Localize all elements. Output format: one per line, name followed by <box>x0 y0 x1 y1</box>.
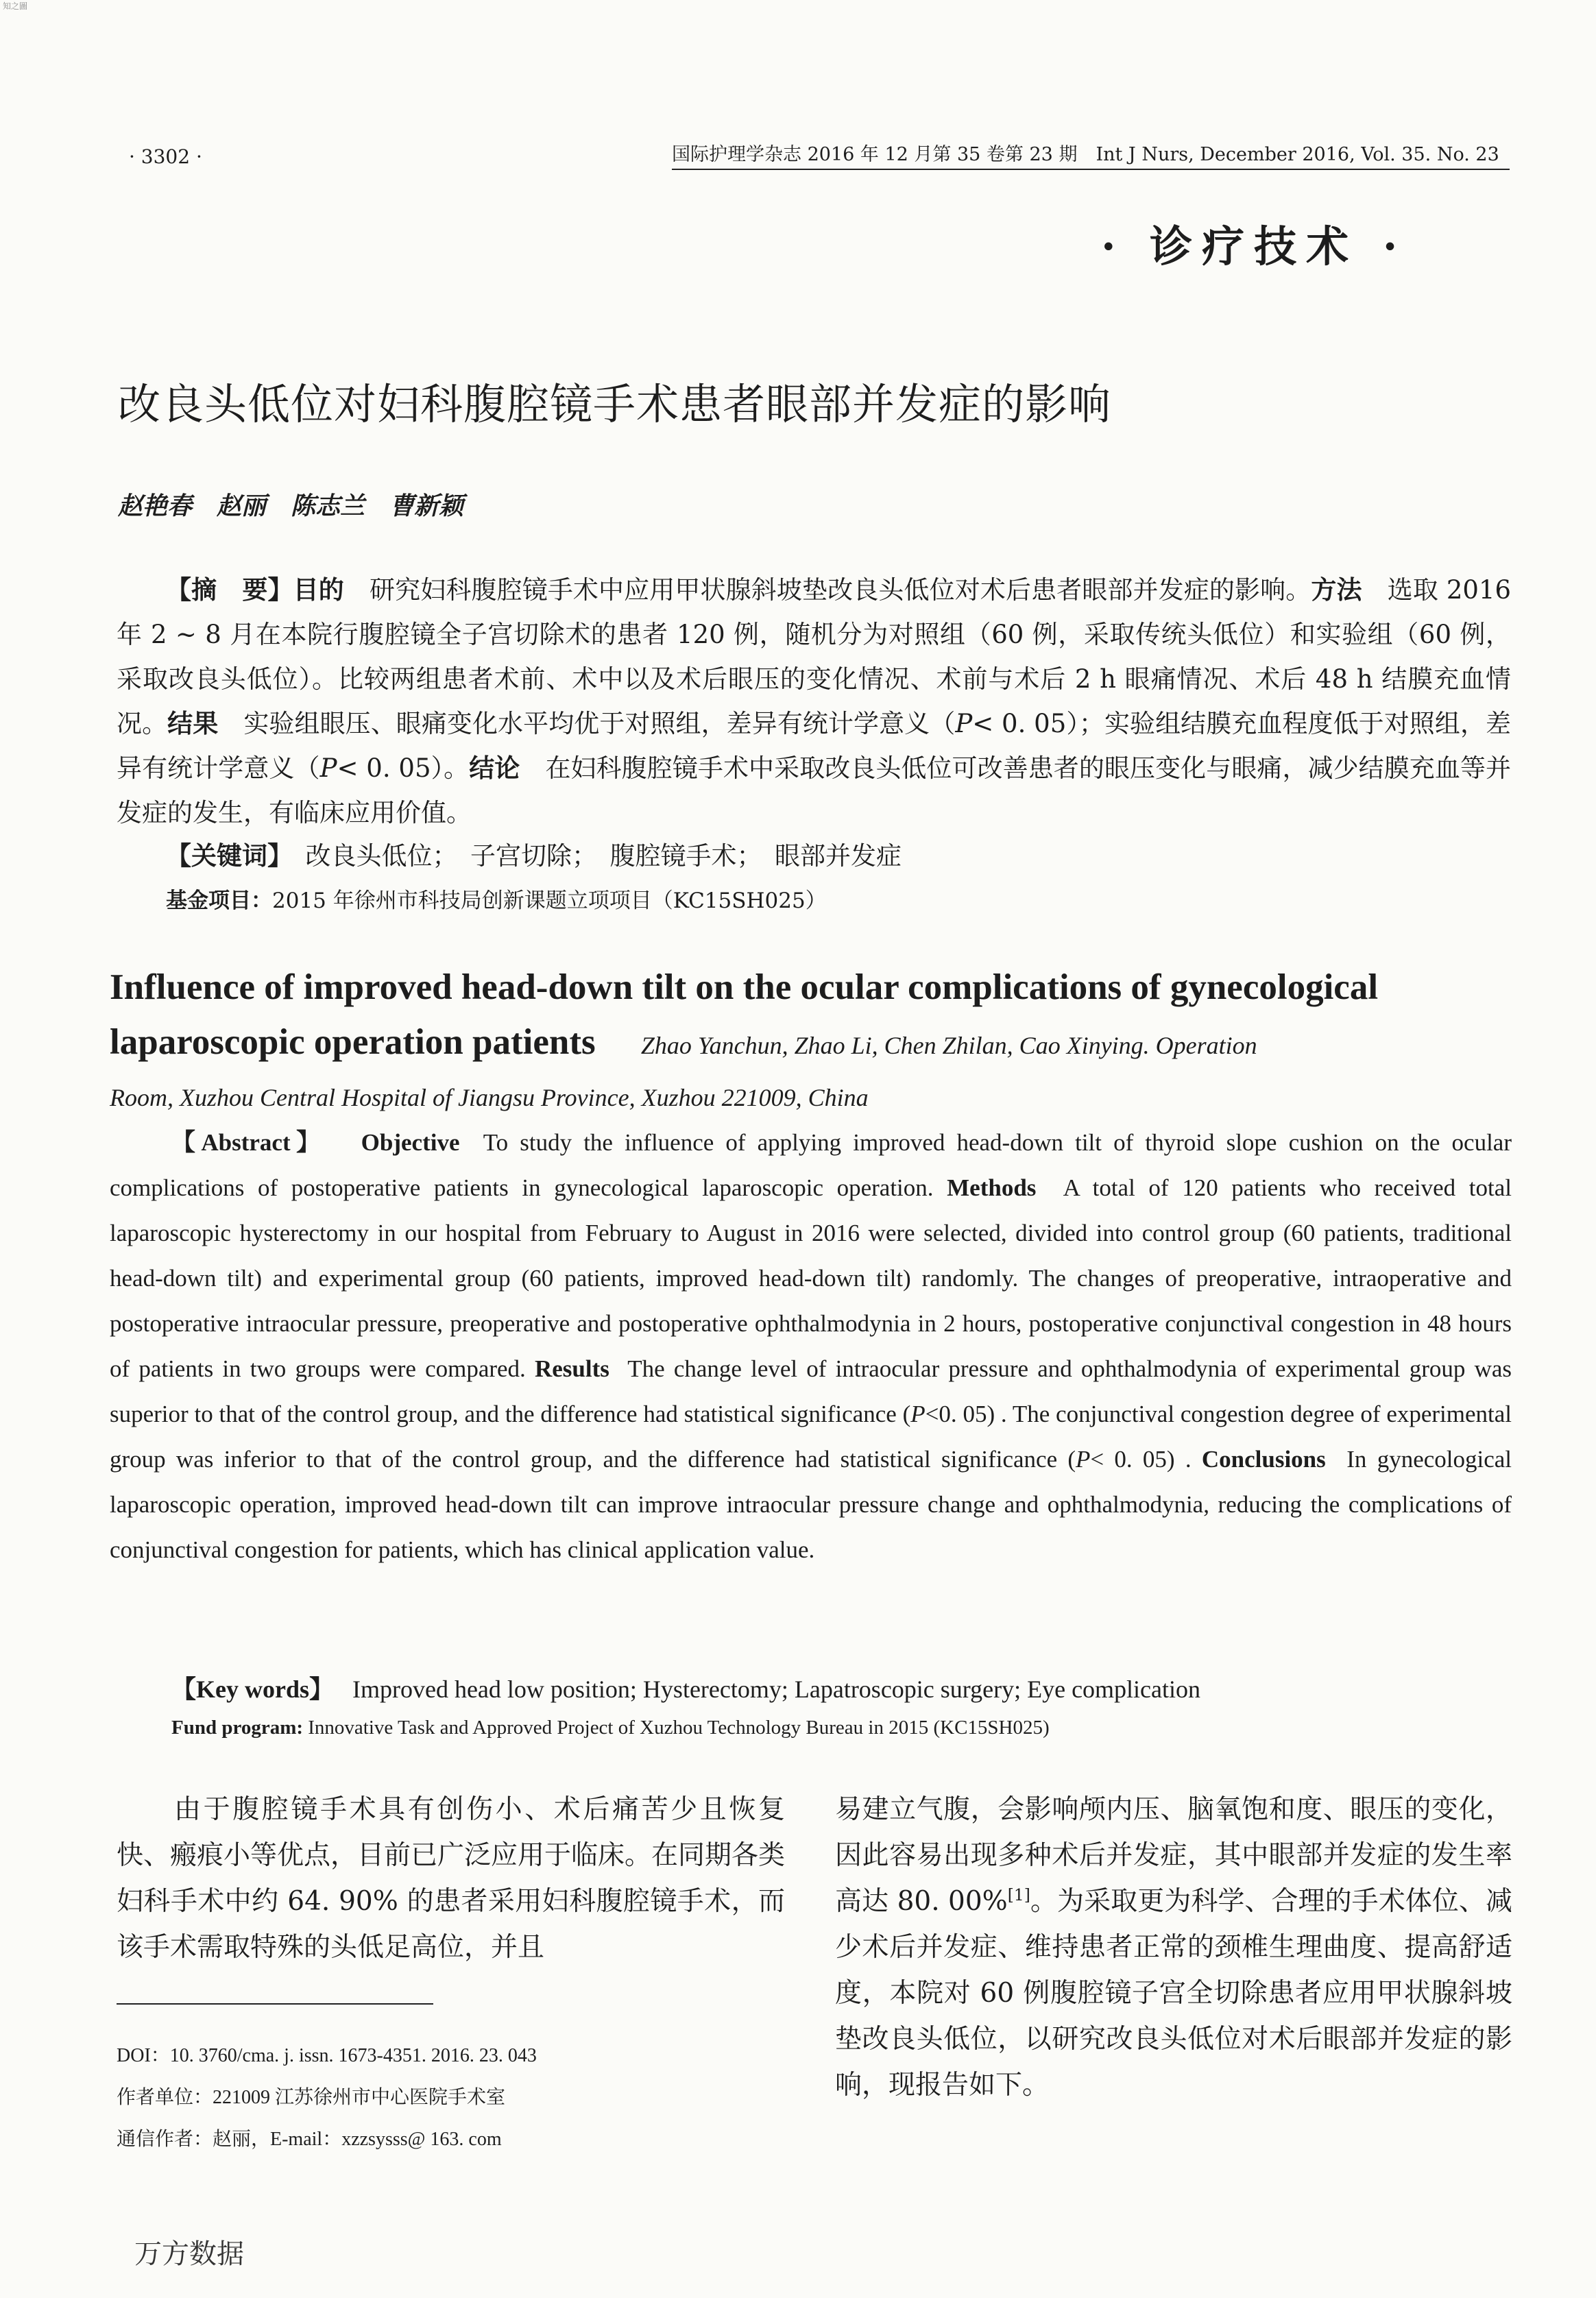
authors-english: Zhao Yanchun, Zhao Li, Chen Zhilan, Cao Xinying. Operation <box>640 1032 1257 1059</box>
keywords-text: 改良头低位； 子宫切除； 腹腔镜手术； 眼部并发症 <box>305 841 902 871</box>
methods-text: 选取 2016 年 2 ~ 8 月在本院行腹腔镜全子宫切除术的患者 120 例，随机分为对照组（60 例，采取传统头低位）和实验组（60 例，采取改良头低位）。比较两组患者术前、术中以及术后眼压的变化情况、术前与术后 2 h 眼痛情况、术后 48 h 结膜充血情况。 <box>117 575 1512 738</box>
fund-en-label: Fund program: <box>171 1717 304 1739</box>
results-text: 实验组眼压、眼痛变化水平均优于对照组，差异有统计学意义（ <box>243 709 956 738</box>
title-chinese: 改良头低位对妇科腹腔镜手术患者眼部并发症的影响 <box>118 379 1112 429</box>
keywords-chinese <box>166 835 902 872</box>
abstract-english <box>110 1120 1512 1573</box>
body-right-text: 易建立气腹，会影响颅内压、脑氧饱和度、眼压的变化，因此容易出现多种术后并发症，其中眼部并发症的发生率高达 80. 00% <box>835 1794 1512 1917</box>
footnote-doi: DOI：10. 3760/cma. j. issn. 1673-4351. 2016. 23. 043 <box>117 2045 537 2066</box>
p-symbol: P <box>1076 1446 1091 1473</box>
methods-label: 方法 <box>1311 575 1362 605</box>
running-head: 国际护理学杂志 2016 年 12 月第 35 卷第 23 期 Int J Nurs, December 2016, Vol. 35. No. 23 <box>672 144 1499 165</box>
keywords-label: 【关键词】 <box>166 841 280 871</box>
header-rule <box>672 169 1510 170</box>
results-en-label: Results <box>534 1355 609 1382</box>
conclusions-en-text: In gynecological laparoscopic operation, improved head-down tilt can improve intraocular pressure change and ophthalmodynia, reducing the complications of conjunctival congestion for patients, which has clinical application value. <box>110 1446 1512 1563</box>
corner-mark: 知之圖 <box>3 1 28 11</box>
fund-chinese <box>166 883 827 914</box>
keywords-en-label: 【Key words】 <box>171 1676 334 1703</box>
conclusion-text: 在妇科腹腔镜手术中采取改良头低位可改善患者的眼压变化与眼痛，减少结膜充血等并发症的发生，有临床应用价值。 <box>117 753 1512 827</box>
objective-label: 目的 <box>293 575 344 605</box>
body-right-text: 。为采取更为科学、合理的手术体位、减少术后并发症、维持患者正常的颈椎生理曲度、提高舒适度，本院对 60 例腹腔镜子宫全切除患者应用甲状腺斜坡垫改良头低位，以研究改良头低位对术后眼部并发症的影响，现报告如下。 <box>835 1886 1512 2101</box>
fund-text: 2015 年徐州市科技局创新课题立项项目（KC15SH025） <box>272 888 827 913</box>
page-number: · 3302 · <box>129 145 202 168</box>
title-english <box>110 960 1515 1073</box>
results-en-text: < 0. 05) . <box>1090 1446 1192 1473</box>
authors-chinese: 赵艳春 赵丽 陈志兰 曹新颖 <box>118 492 464 520</box>
footnote-unit: 作者单位：221009 江苏徐州市中心医院手术室 <box>117 2087 506 2108</box>
results-label: 结果 <box>167 709 219 738</box>
keywords-en-text: Improved head low position; Hysterectomy; Lapatroscopic surgery; Eye complication <box>352 1676 1201 1703</box>
wanfang-watermark: 万方数据 <box>134 2238 244 2270</box>
conclusions-en-label: Conclusions <box>1201 1446 1326 1473</box>
body-text-left: 由于腹腔镜手术具有创伤小、术后痛苦少且恢复快、瘢痕小等优点，目前已广泛应用于临床。在同期各类妇科手术中约 64. 90% 的患者采用妇科腹腔镜手术，而该手术需取特殊的头低足高位，并且 <box>117 1794 786 1963</box>
column-heading: · 诊疗技术 · <box>1101 221 1407 271</box>
affiliation-english: Room, Xuzhou Central Hospital of Jiangsu Province, Xuzhou 221009, China <box>110 1084 869 1111</box>
p-symbol: P <box>910 1401 926 1427</box>
title-english-text: Influence of improved head-down tilt on the ocular complications of gynecological laparoscopic operation patients <box>110 967 1379 1062</box>
footnote-rule <box>117 2003 433 2005</box>
p-symbol: P <box>319 753 337 783</box>
methods-en-text: A total of 120 patients who received total laparoscopic hysterectomy in our hospital from February to August in 2016 were selected, divided into control group (60 patients, traditional head-down tilt) and experimental group (60 patients, improved head-down tilt) randomly. The changes of preoperative, intraoperative and postoperative intraocular pressure, preoperative and postoperative ophthalmodynia in 2 hours, postoperative conjunctival congestion in 48 hours of patients in two groups were compared. <box>110 1174 1512 1382</box>
abstract-en-label: 【Abstract】 <box>171 1129 326 1156</box>
fund-label: 基金项目： <box>166 888 272 913</box>
results-text: < 0. 05）；实验组结膜充血程度低于对照组，差异有统计学意义（ <box>117 709 1512 783</box>
results-text: < 0. 05）。 <box>337 753 470 783</box>
p-symbol: P <box>955 709 973 738</box>
body-text-right <box>835 1787 1512 2108</box>
results-en-text: The change level of intraocular pressure and ophthalmodynia of experimental group was superior to that of the control group, and the difference had statistical significance ( <box>110 1355 1512 1427</box>
objective-en-label: Objective <box>361 1129 460 1156</box>
citation-ref: [1] <box>1007 1885 1030 1904</box>
footnote-corresponding: 通信作者：赵丽，E-mail：xzzsysss@ 163. com <box>117 2129 502 2150</box>
keywords-english <box>171 1670 1200 1705</box>
methods-en-label: Methods <box>947 1174 1037 1201</box>
objective-en-text: To study the influence of applying improved head-down tilt of thyroid slope cushion on the ocular complications of postoperative patients in gynecological laparoscopic operation. <box>110 1129 1512 1201</box>
abstract-chinese <box>117 568 1511 835</box>
fund-en-text: Innovative Task and Approved Project of Xuzhou Technology Bureau in 2015 (KC15SH025) <box>308 1717 1050 1739</box>
footnotes <box>117 2035 537 2160</box>
abstract-label: 【摘 要】 <box>166 575 293 605</box>
objective-text: 研究妇科腹腔镜手术中应用甲状腺斜坡垫改良头低位对术后患者眼部并发症的影响。 <box>369 575 1311 605</box>
conclusion-label: 结论 <box>469 753 520 783</box>
results-en-text: <0. 05) . The conjunctival congestion degree of experimental group was inferior to that of the control group, and the difference had statistical significance ( <box>110 1401 1512 1473</box>
fund-english <box>171 1717 1050 1739</box>
